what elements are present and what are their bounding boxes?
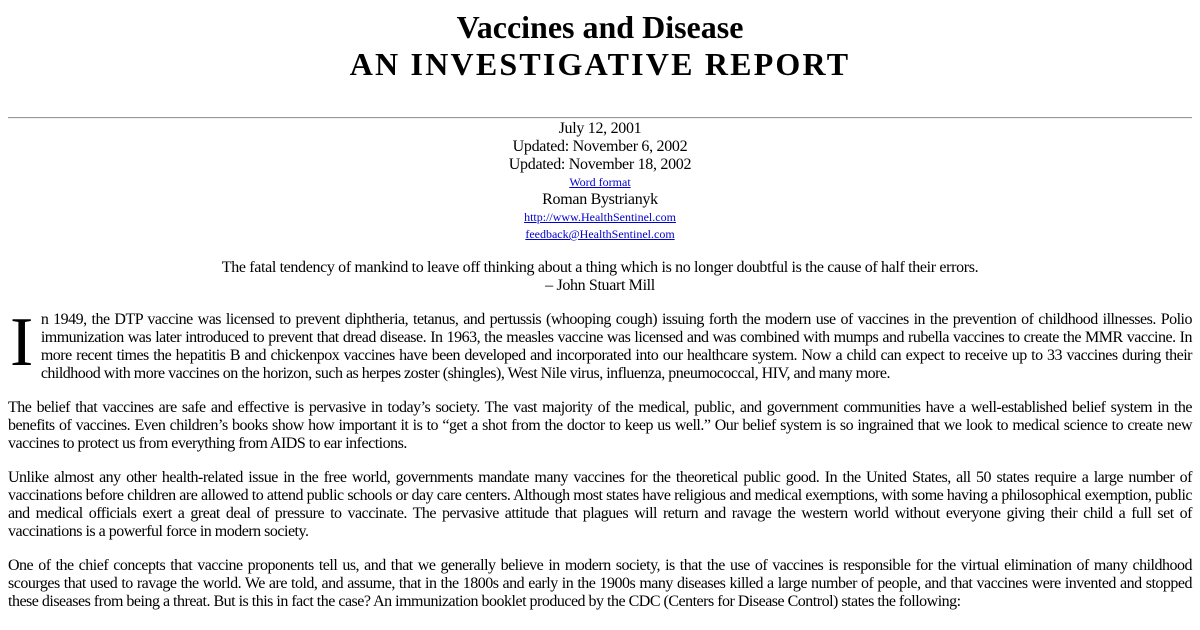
paragraph-3: Unlike almost any other health-related issue in the free world, governments mandate many vaccines for the theoretical public good. In the United States, all 50 states require a large number of vaccinations before children are allowed to attend public schools or day care centers. Although most states have religious and medical exemptions, with some having a philosophical exemption, public and medical officials exert a great deal of pressure to vaccinate. The pervasive attitude that plagues will return and ravage the western world without everyone giving their child a full set of vaccinations is a powerful force in modern society. [8, 469, 1192, 540]
document-page [0, 9, 1200, 611]
paragraph-1-text: n 1949, the DTP vaccine was licensed to prevent diphtheria, tetanus, and pertussis (whooping cough) issuing forth the modern use of vaccines in the prevention of childhood illnesses. Polio immunization was later introduced to prevent that dread disease. In 1963, the measles vaccine was licensed and was combined with mumps and rubella vaccines to create the MMR vaccine. In more recent times the hepatitis B and chickenpox vaccines have been developed and incorporated into our healthcare system. Now a child can expect to receive up to 33 vaccines during their childhood with more vaccines on the horizon, such as herpes zoster (shingles), West Nile virus, influenza, pneumococcal, HIV, and many more. [40, 311, 1192, 382]
page-title: Vaccines and Disease [456, 9, 744, 45]
word-format-link[interactable]: Word format [569, 175, 631, 189]
drop-cap: I [10, 304, 33, 381]
paragraph-2: The belief that vaccines are safe and effective is pervasive in today’s society. The vast majority of the medical, public, and government communities have a well-established belief system in the benefits of vaccines. Even children’s books show how important it is to “get a shot from the doctor to keep us well.” Our belief system is so ingrained that we look to medical science to create new vaccines to protect us from everything from AIDS to ear infections. [8, 399, 1192, 452]
update-date-1: Updated: November 6, 2002 [512, 138, 688, 155]
publish-date: July 12, 2001 [558, 120, 642, 137]
epigraph [8, 259, 1192, 295]
paragraph-1 [8, 304, 1192, 383]
quote-text: The fatal tendency of mankind to leave off thinking about a thing which is no longer doubtful is the cause of half their errors. [221, 259, 979, 276]
author-name: Roman Bystrianyk [542, 191, 658, 208]
email-link[interactable]: feedback@HealthSentinel.com [525, 227, 675, 241]
header-divider [8, 117, 1192, 119]
article-meta [8, 120, 1192, 243]
quote-attribution: – John Stuart Mill [545, 277, 655, 294]
update-date-2: Updated: November 18, 2002 [508, 156, 692, 173]
page-subtitle: AN INVESTIGATIVE REPORT [349, 46, 851, 82]
website-link[interactable]: http://www.HealthSentinel.com [524, 210, 676, 224]
paragraph-4: One of the chief concepts that vaccine proponents tell us, and that we generally believe in modern society, is that the use of vaccines is responsible for the virtual elimination of many childhood scourges that used to ravage the world. We are told, and assume, that in the 1800s and early in the 1900s many diseases killed a large number of people, and that vaccines were invented and stopped these diseases from being a threat. But is this in fact the case? An immunization booklet produced by the CDC (Centers for Disease Control) states the following: [8, 557, 1192, 610]
